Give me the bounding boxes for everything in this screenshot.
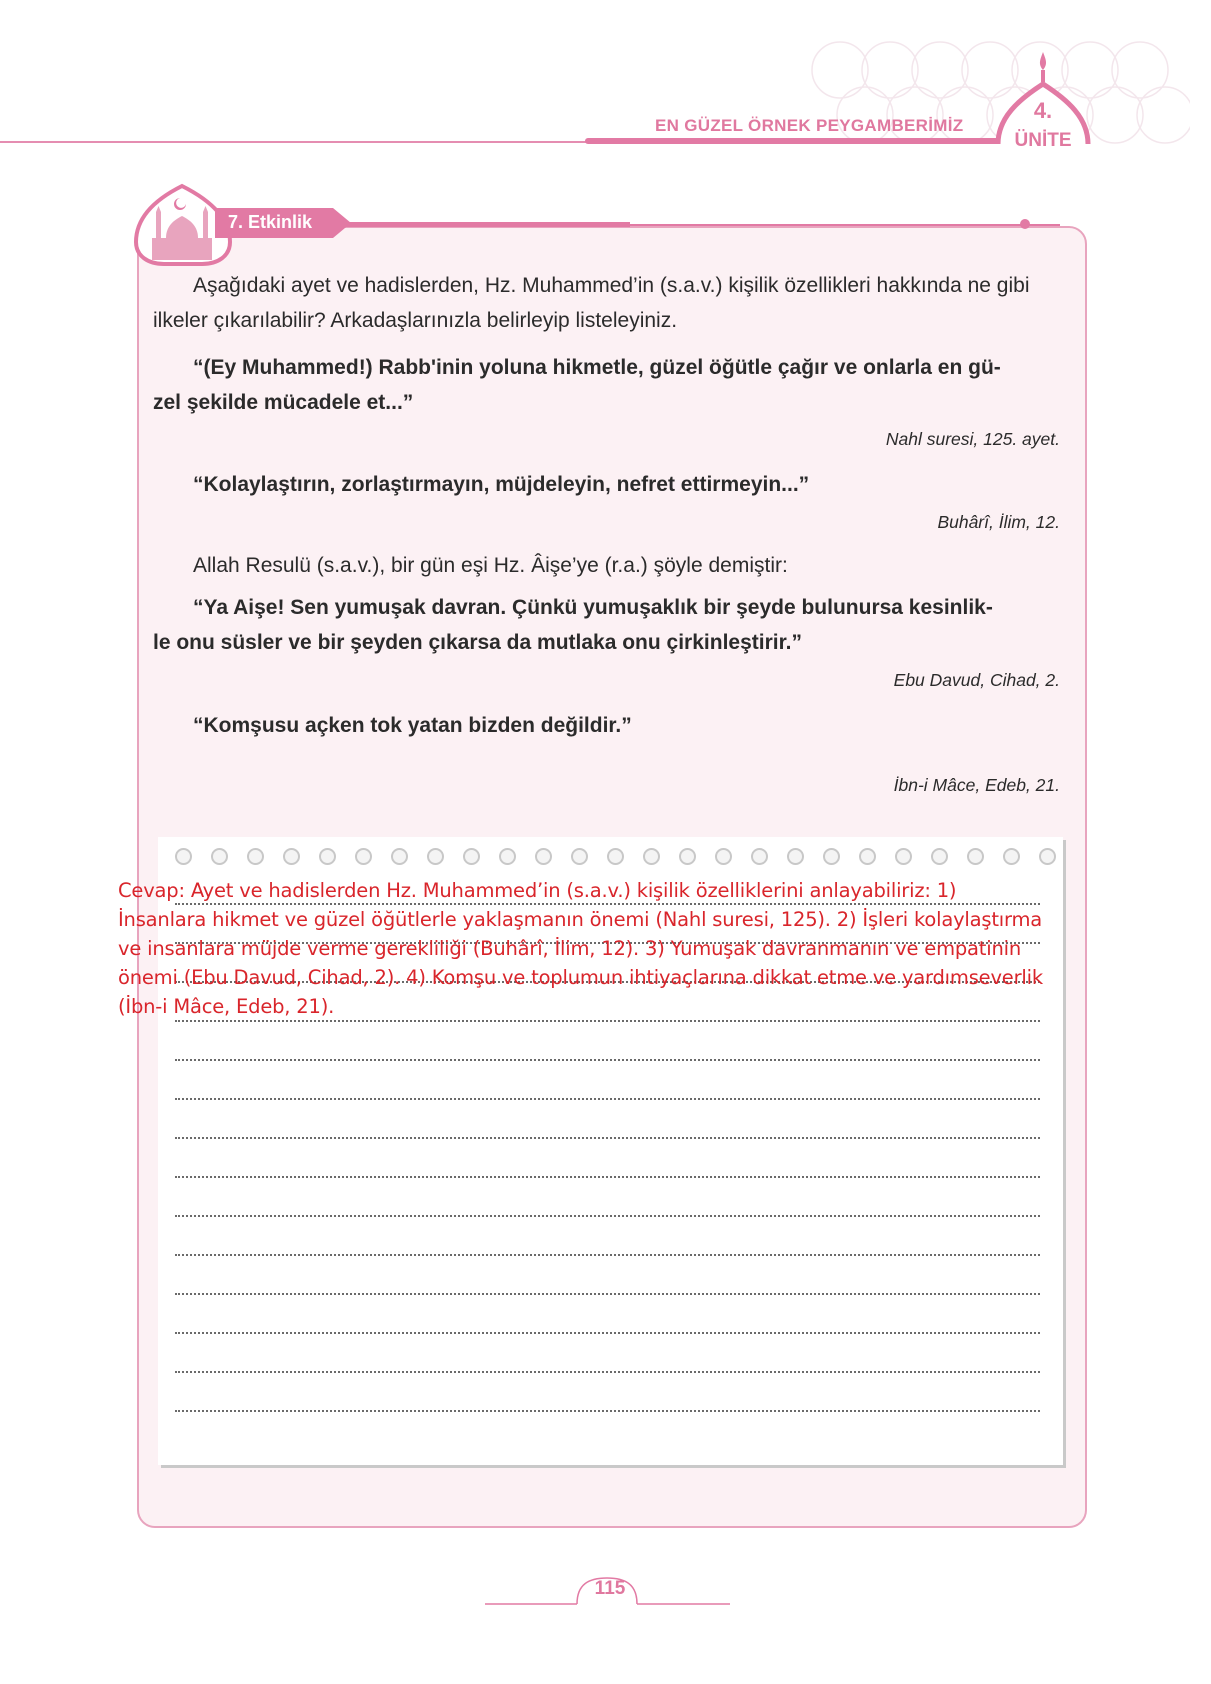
sheet-ring (679, 848, 696, 865)
sheet-ring (751, 848, 768, 865)
sheet-ring (1039, 848, 1056, 865)
sheet-ring (859, 848, 876, 865)
writing-line (175, 1371, 1040, 1373)
quote-nahl-line2: zel şekilde mücadele et...” (153, 391, 414, 414)
writing-line (175, 1059, 1040, 1061)
sheet-ring (571, 848, 588, 865)
unit-number: 4. (1033, 98, 1053, 123)
answer-line: Cevap: Ayet ve hadislerden Hz. Muhammed’in (s.a.v.) kişilik özelliklerini anlayabiliriz: 1) (118, 879, 957, 902)
writing-line (175, 1293, 1040, 1295)
sheet-ring (463, 848, 480, 865)
sheet-ring (823, 848, 840, 865)
activity-rule (340, 222, 630, 227)
sheet-ring (247, 848, 264, 865)
sheet-ring (895, 848, 912, 865)
activity-instruction: Aşağıdaki ayet ve hadislerden, Hz. Muhammed’in (s.a.v.) kişilik özellikleri hakkında ne gibi ilkeler çıkarılabilir? Arkadaşlarınızla belirleyip listeleyiniz. (153, 274, 1030, 332)
quote-buhari: “Kolaylaştırın, zorlaştırmayın, müjdeleyin, nefret ettirmeyin...” (193, 473, 810, 496)
sheet-ring (391, 848, 408, 865)
activity-label: 7. Etkinlik (228, 212, 313, 232)
writing-line (175, 1176, 1040, 1178)
sheet-ring (319, 848, 336, 865)
sheet-ring (643, 848, 660, 865)
source-ebu-davud: Ebu Davud, Cihad, 2. (893, 670, 1060, 690)
writing-line (175, 1215, 1040, 1217)
answer-line: ve insanlara müjde verme gerekliliği (Buhârî, İlim, 12). 3) Yumuşak davranmanın ve empatinin (118, 937, 1021, 960)
sheet-ring (499, 848, 516, 865)
narration: Allah Resulü (s.a.v.), bir gün eşi Hz. Âişe’ye (r.a.) şöyle demiştir: (193, 554, 788, 577)
quote-aise-line2: le onu süsler ve bir şeyden çıkarsa da mutlaka onu çirkinleştirir.” (153, 631, 802, 654)
source-nahl: Nahl suresi, 125. ayet. (885, 429, 1060, 449)
sheet-ring (355, 848, 372, 865)
unit-label: ÜNİTE (1014, 130, 1072, 151)
activity-rule-thin (630, 224, 1030, 226)
unit-title: EN GÜZEL ÖRNEK PEYGAMBERİMİZ (655, 116, 964, 135)
activity-rule-tail (1030, 224, 1060, 226)
writing-line (175, 1332, 1040, 1334)
answer-line: İnsanlara hikmet ve güzel öğütlerle yaklaşmanın önemi (Nahl suresi, 125). 2) İşleri kolaylaştırma (118, 908, 1043, 931)
source-ibn-mace: İbn-i Mâce, Edeb, 21. (893, 775, 1060, 795)
answer-text (118, 876, 1063, 1021)
quote-nahl-line1: “(Ey Muhammed!) Rabb'inin yoluna hikmetle, güzel öğütle çağır ve onlarla en gü- (193, 356, 1001, 379)
sheet-ring (715, 848, 732, 865)
writing-line (175, 1410, 1040, 1412)
page-number: 115 (594, 1578, 626, 1599)
activity-rule-dot (1020, 219, 1030, 229)
quote-komsu: “Komşusu açken tok yatan bizden değildir.” (193, 714, 632, 737)
sheet-ring (967, 848, 984, 865)
sheet-ring (211, 848, 228, 865)
writing-line (175, 1098, 1040, 1100)
quote-aise-line1: “Ya Aişe! Sen yumuşak davran. Çünkü yumuşaklık bir şeyde bulunursa kesinlik- (193, 596, 993, 619)
sheet-ring (931, 848, 948, 865)
sheet-ring (607, 848, 624, 865)
sheet-ring (1003, 848, 1020, 865)
sheet-ring (175, 848, 192, 865)
answer-line: (İbn-i Mâce, Edeb, 21). (118, 995, 335, 1018)
source-buhari: Buhârî, İlim, 12. (937, 512, 1060, 532)
writing-line (175, 1137, 1040, 1139)
sheet-ring (427, 848, 444, 865)
writing-line (175, 1254, 1040, 1256)
header-rule-accent (585, 138, 1015, 144)
answer-line: önemi (Ebu Davud, Cihad, 2). 4) Komşu ve toplumun ihtiyaçlarına dikkat etme ve yardımseverlik (118, 966, 1043, 989)
sheet-ring (535, 848, 552, 865)
sheet-ring (787, 848, 804, 865)
sheet-ring (283, 848, 300, 865)
